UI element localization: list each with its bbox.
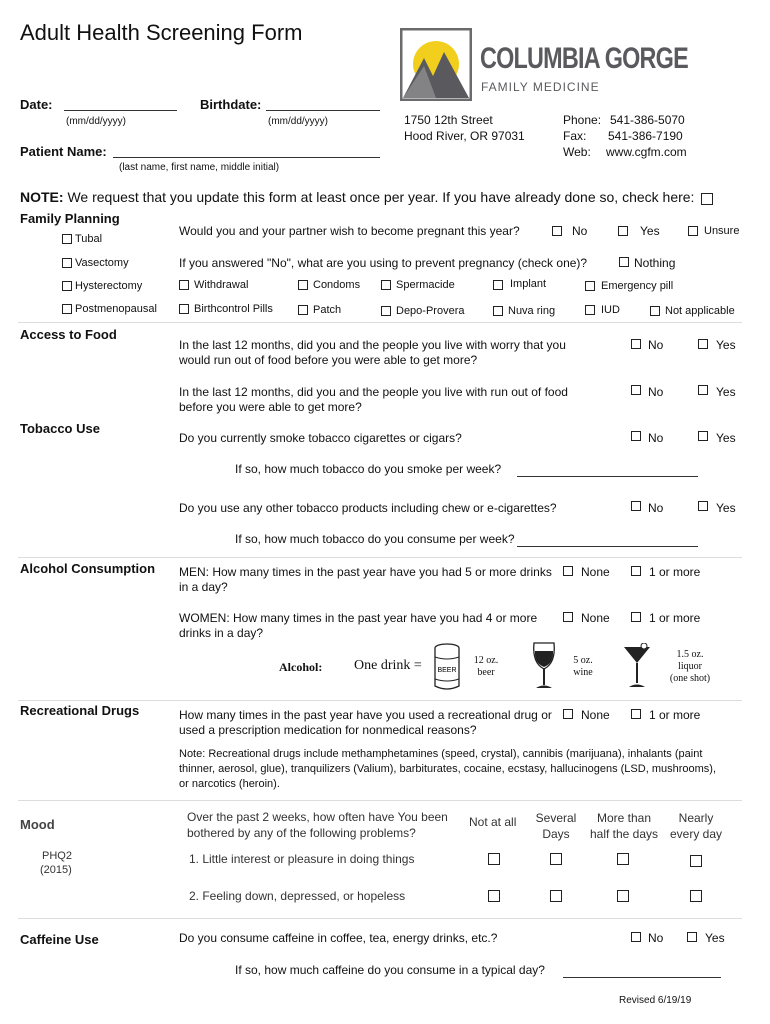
caffeine-amount-label: If so, how much caffeine do you consume in a typical day?: [235, 963, 545, 977]
web-label: Web:: [563, 145, 591, 159]
spermacide-checkbox[interactable]: [381, 280, 391, 290]
emergency-pill-checkbox[interactable]: [585, 281, 595, 291]
drugs-one-more-checkbox[interactable]: [631, 709, 641, 719]
food-ran-out-yes-label: Yes: [716, 385, 736, 399]
contraception-question: If you answered "No", what are you using to prevent pregnancy (check one)?: [179, 256, 588, 270]
food-worry-yes-label: Yes: [716, 338, 736, 352]
other-tobacco-yes-label: Yes: [716, 501, 736, 515]
family-planning-heading: Family Planning: [20, 211, 120, 226]
col-several-days: Several Days: [535, 811, 577, 841]
divider: [18, 557, 742, 558]
beer-can-text: BEER: [437, 667, 457, 674]
col-not-at-all: Not at all: [469, 815, 517, 829]
men-none-checkbox[interactable]: [563, 566, 573, 576]
hysterectomy-label: Hysterectomy: [75, 280, 143, 292]
condoms-label: Condoms: [313, 279, 361, 291]
women-none-label: None: [581, 611, 610, 625]
pregnancy-no-checkbox[interactable]: [552, 226, 562, 236]
smoke-no-checkbox[interactable]: [631, 431, 641, 441]
address-line-2: Hood River, OR 97031: [404, 129, 525, 143]
divider: [18, 800, 742, 801]
caffeine-use-heading: Caffeine Use: [20, 932, 99, 947]
tubal-label: Tubal: [75, 233, 103, 245]
item2-several-days-checkbox[interactable]: [550, 890, 562, 902]
patient-name-field[interactable]: [113, 157, 380, 158]
col-nearly-every-day: Nearly every day: [669, 811, 723, 841]
postmenopausal-label: Postmenopausal: [75, 303, 157, 315]
beer-can-icon: [433, 643, 461, 691]
caffeine-no-label: No: [648, 931, 664, 945]
item2-not-at-all-checkbox[interactable]: [488, 890, 500, 902]
vasectomy-checkbox[interactable]: [62, 258, 72, 268]
not-applicable-checkbox[interactable]: [650, 306, 660, 316]
postmenopausal-checkbox[interactable]: [62, 304, 72, 314]
food-worry-question: In the last 12 months, did you and the people you live with worry that you would run out of food before you were able to get more?: [179, 338, 566, 367]
drugs-note: Note: Recreational drugs include methamphetamines (speed, crystal), cannibis (marijuana), inhalants (paint thinner, aerosol, glue), tranquilizers (Valium), barbiturates, cocaine, ecstasy, hallucinogens (LSD, mushrooms), or narcotics (heroin).: [179, 748, 717, 790]
pregnancy-unsure-label: Unsure: [704, 225, 740, 237]
tobacco-use-heading: Tobacco Use: [20, 421, 100, 436]
drugs-none-checkbox[interactable]: [563, 709, 573, 719]
women-none-checkbox[interactable]: [563, 612, 573, 622]
wine-label: 5 oz. wine: [573, 655, 593, 678]
birthdate-field[interactable]: [266, 110, 380, 111]
phone-value: 541-386-5070: [610, 113, 685, 127]
divider: [18, 322, 742, 323]
liquor-label: 1.5 oz. liquor (one shot): [669, 649, 711, 684]
beer-label: 12 oz. beer: [473, 655, 499, 678]
martini-glass-icon: [622, 643, 652, 689]
implant-checkbox[interactable]: [493, 280, 503, 290]
col-more-than-half: More than half the days: [589, 811, 659, 841]
iud-checkbox[interactable]: [585, 305, 595, 315]
phq2-year: (2015): [40, 864, 72, 876]
birthdate-label: Birthdate:: [200, 97, 262, 112]
men-alcohol-question: MEN: How many times in the past year have you had 5 or more drinks in a day?: [179, 565, 552, 594]
web-value: www.cgfm.com: [606, 145, 687, 159]
item2-more-than-half-checkbox[interactable]: [617, 890, 629, 902]
pregnancy-question: Would you and your partner wish to become pregnant this year?: [179, 224, 520, 238]
caffeine-question: Do you consume caffeine in coffee, tea, energy drinks, etc.?: [179, 931, 498, 945]
men-one-more-label: 1 or more: [649, 565, 701, 579]
women-one-more-checkbox[interactable]: [631, 612, 641, 622]
date-field[interactable]: [64, 110, 177, 111]
clinic-logo: [400, 28, 472, 101]
smoke-amount-field[interactable]: [517, 476, 698, 477]
divider: [18, 700, 742, 701]
phq2-label: PHQ2: [42, 850, 72, 862]
nuva-ring-checkbox[interactable]: [493, 306, 503, 316]
access-to-food-heading: Access to Food: [20, 327, 117, 342]
smoke-no-label: No: [648, 431, 664, 445]
alcohol-consumption-heading: Alcohol Consumption: [20, 561, 156, 576]
divider: [18, 918, 742, 919]
hysterectomy-checkbox[interactable]: [62, 281, 72, 291]
nuva-ring-label: Nuva ring: [508, 305, 556, 317]
phone-label: Phone:: [563, 113, 602, 127]
wine-glass-icon: [531, 641, 557, 691]
revised-date: Revised 6/19/19: [619, 995, 692, 1006]
birthdate-hint: (mm/dd/yyyy): [268, 116, 328, 127]
other-tobacco-no-label: No: [648, 501, 664, 515]
pregnancy-unsure-checkbox[interactable]: [688, 226, 698, 236]
other-tobacco-amount-field[interactable]: [517, 546, 698, 547]
birthcontrol-pills-checkbox[interactable]: [179, 304, 189, 314]
food-worry-no-label: No: [648, 338, 664, 352]
depo-provera-label: Depo-Provera: [396, 305, 465, 317]
drugs-none-label: None: [581, 708, 610, 722]
mountain-logo-icon: [400, 28, 472, 101]
food-worry-yes-checkbox[interactable]: [698, 339, 708, 349]
withdrawal-checkbox[interactable]: [179, 280, 189, 290]
men-one-more-checkbox[interactable]: [631, 566, 641, 576]
food-ran-out-no-label: No: [648, 385, 664, 399]
patch-checkbox[interactable]: [298, 305, 308, 315]
mood-heading: Mood: [20, 817, 55, 832]
logo-sub: FAMILY MEDICINE: [481, 80, 600, 94]
date-hint: (mm/dd/yyyy): [66, 116, 126, 127]
men-none-label: None: [581, 565, 610, 579]
mood-item-2: 2. Feeling down, depressed, or hopeless: [189, 889, 406, 903]
not-applicable-label: Not applicable: [665, 305, 735, 317]
mood-item-1: 1. Little interest or pleasure in doing things: [189, 852, 415, 866]
other-tobacco-yes-checkbox[interactable]: [698, 501, 708, 511]
patient-name-label: Patient Name:: [20, 144, 107, 159]
pregnancy-yes-checkbox[interactable]: [618, 226, 628, 236]
one-drink-label: One drink =: [354, 658, 422, 673]
smoke-question: Do you currently smoke tobacco cigarettes or cigars?: [179, 431, 462, 445]
spermacide-label: Spermacide: [396, 279, 455, 291]
nothing-checkbox[interactable]: [619, 257, 629, 267]
nothing-label: Nothing: [634, 256, 676, 270]
drugs-one-more-label: 1 or more: [649, 708, 701, 722]
mood-prompt: Over the past 2 weeks, how often have You been bothered by any of the following problems?: [187, 810, 448, 840]
food-ran-out-yes-checkbox[interactable]: [698, 385, 708, 395]
tubal-checkbox[interactable]: [62, 234, 72, 244]
recreational-drugs-heading: Recreational Drugs: [20, 703, 140, 718]
note-line: NOTE: We request that you update this form at least once per year. If you have already done so, check here:: [20, 189, 695, 205]
women-one-more-label: 1 or more: [649, 611, 701, 625]
logo-name: COLUMBIA GORGE: [480, 42, 688, 75]
food-worry-no-checkbox[interactable]: [631, 339, 641, 349]
item1-more-than-half-checkbox[interactable]: [617, 853, 629, 865]
patient-name-hint: (last name, first name, middle initial): [119, 162, 280, 173]
other-tobacco-question: Do you use any other tobacco products including chew or e-cigarettes?: [179, 501, 557, 515]
pregnancy-no-label: No: [572, 224, 588, 238]
women-alcohol-question: WOMEN: How many times in the past year have you had 4 or more drinks in a day?: [179, 611, 538, 640]
pregnancy-yes-label: Yes: [640, 224, 660, 238]
item1-not-at-all-checkbox[interactable]: [488, 853, 500, 865]
fax-label: Fax:: [563, 129, 587, 143]
vasectomy-label: Vasectomy: [75, 257, 129, 269]
food-ran-out-no-checkbox[interactable]: [631, 385, 641, 395]
smoke-amount-label: If so, how much tobacco do you smoke per week?: [235, 462, 502, 476]
birthcontrol-pills-label: Birthcontrol Pills: [194, 303, 273, 315]
withdrawal-label: Withdrawal: [194, 279, 249, 291]
caffeine-yes-label: Yes: [705, 931, 725, 945]
drug-use-question: How many times in the past year have you used a recreational drug or used a prescription medication for nonmedical reasons?: [179, 708, 552, 737]
depo-provera-checkbox[interactable]: [381, 306, 391, 316]
item1-nearly-every-day-checkbox[interactable]: [690, 855, 702, 867]
smoke-yes-checkbox[interactable]: [698, 431, 708, 441]
emergency-pill-label: Emergency pill: [601, 280, 674, 292]
item2-nearly-every-day-checkbox[interactable]: [690, 890, 702, 902]
alcohol-legend-label: Alcohol:: [279, 660, 323, 674]
date-label: Date:: [20, 97, 53, 112]
item1-several-days-checkbox[interactable]: [550, 853, 562, 865]
patch-label: Patch: [313, 304, 342, 316]
implant-label: Implant: [510, 278, 547, 290]
caffeine-yes-checkbox[interactable]: [687, 932, 697, 942]
iud-label: IUD: [601, 304, 620, 316]
address-line-1: 1750 12th Street: [404, 113, 493, 127]
fax-value: 541-386-7190: [608, 129, 683, 143]
caffeine-amount-field[interactable]: [563, 977, 721, 978]
page-title: Adult Health Screening Form: [20, 20, 303, 45]
caffeine-no-checkbox[interactable]: [631, 932, 641, 942]
condoms-checkbox[interactable]: [298, 280, 308, 290]
other-tobacco-no-checkbox[interactable]: [631, 501, 641, 511]
already-updated-checkbox[interactable]: [701, 193, 713, 205]
food-ran-out-question: In the last 12 months, did you and the people you live with run out of food before you were able to get more?: [179, 385, 568, 414]
smoke-yes-label: Yes: [716, 431, 736, 445]
other-tobacco-amount-label: If so, how much tobacco do you consume per week?: [235, 532, 515, 546]
